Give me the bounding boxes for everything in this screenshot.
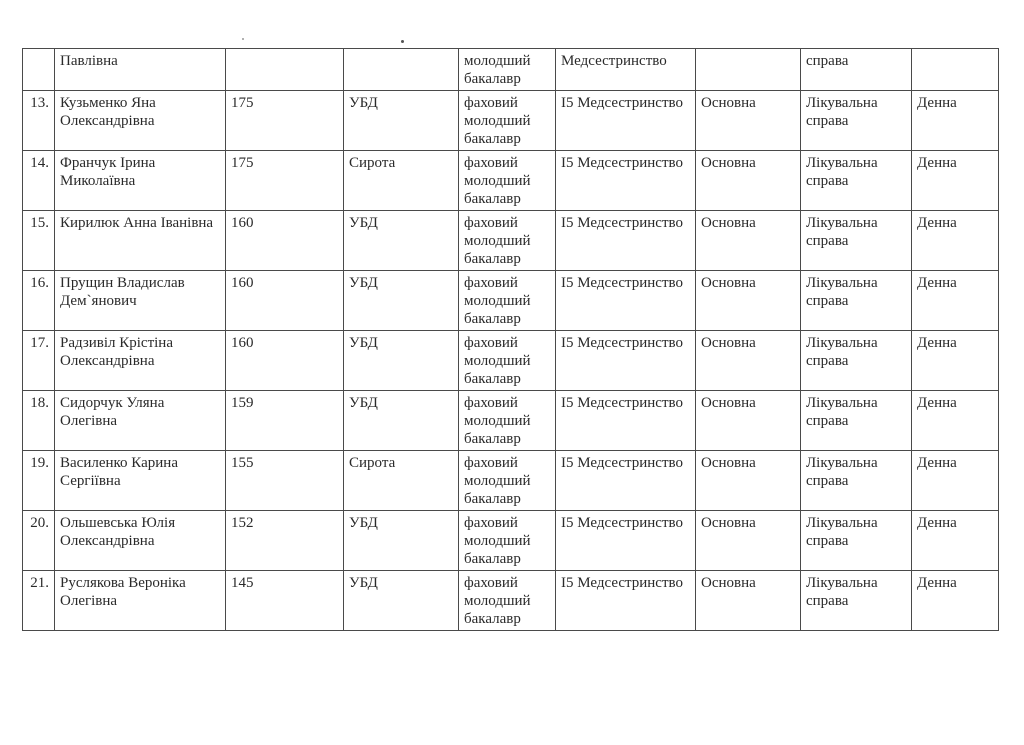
- cell-form: Денна: [912, 211, 999, 271]
- cell-name: Павлівна: [55, 49, 226, 91]
- cell-program: Лікувальна справа: [801, 331, 912, 391]
- cell-basis: Основна: [696, 451, 801, 511]
- cell-qualification: фаховий молодший бакалавр: [459, 391, 556, 451]
- cell-qualification: фаховий молодший бакалавр: [459, 211, 556, 271]
- cell-specialty: I5 Медсестринство: [556, 391, 696, 451]
- cell-program: Лікувальна справа: [801, 271, 912, 331]
- cell-category: [344, 49, 459, 91]
- cell-category: УБД: [344, 391, 459, 451]
- cell-basis: Основна: [696, 331, 801, 391]
- table-row: [23, 271, 999, 331]
- cell-program: справа: [801, 49, 912, 91]
- cell-qualification: фаховий молодший бакалавр: [459, 511, 556, 571]
- cell-name: Франчук Ірина Миколаївна: [55, 151, 226, 211]
- table-row: [23, 571, 999, 631]
- cell-program: Лікувальна справа: [801, 91, 912, 151]
- cell-num: 18.: [23, 391, 55, 451]
- cell-num: 17.: [23, 331, 55, 391]
- cell-form: Денна: [912, 391, 999, 451]
- cell-num: 19.: [23, 451, 55, 511]
- table-row: [23, 91, 999, 151]
- cell-name: Кирилюк Анна Іванівна: [55, 211, 226, 271]
- cell-name: Радзивіл Крістіна Олександрівна: [55, 331, 226, 391]
- cell-form: Денна: [912, 451, 999, 511]
- cell-qualification: фаховий молодший бакалавр: [459, 451, 556, 511]
- cell-specialty: I5 Медсестринство: [556, 511, 696, 571]
- cell-form: Денна: [912, 91, 999, 151]
- cell-category: УБД: [344, 571, 459, 631]
- cell-program: Лікувальна справа: [801, 451, 912, 511]
- cell-category: УБД: [344, 511, 459, 571]
- cell-qualification: фаховий молодший бакалавр: [459, 91, 556, 151]
- cell-category: УБД: [344, 271, 459, 331]
- cell-category: УБД: [344, 211, 459, 271]
- table-row: [23, 391, 999, 451]
- cell-basis: [696, 49, 801, 91]
- cell-specialty: I5 Медсестринство: [556, 211, 696, 271]
- cell-program: Лікувальна справа: [801, 211, 912, 271]
- cell-specialty: I5 Медсестринство: [556, 451, 696, 511]
- cell-basis: Основна: [696, 511, 801, 571]
- cell-name: Прущин Владислав Дем`янович: [55, 271, 226, 331]
- cell-specialty: Медсестринство: [556, 49, 696, 91]
- cell-score: 175: [226, 151, 344, 211]
- cell-category: Сирота: [344, 151, 459, 211]
- cell-name: Василенко Карина Сергіївна: [55, 451, 226, 511]
- table-row: [23, 451, 999, 511]
- cell-score: 152: [226, 511, 344, 571]
- cell-basis: Основна: [696, 151, 801, 211]
- cell-score: 160: [226, 271, 344, 331]
- cell-form: Денна: [912, 511, 999, 571]
- cell-score: 160: [226, 331, 344, 391]
- cell-specialty: I5 Медсестринство: [556, 571, 696, 631]
- cell-form: [912, 49, 999, 91]
- cell-specialty: I5 Медсестринство: [556, 271, 696, 331]
- cell-program: Лікувальна справа: [801, 511, 912, 571]
- table-row: [23, 331, 999, 391]
- table-row: [23, 151, 999, 211]
- cell-category: УБД: [344, 91, 459, 151]
- cell-qualification: фаховий молодший бакалавр: [459, 571, 556, 631]
- cell-program: Лікувальна справа: [801, 151, 912, 211]
- cell-form: Денна: [912, 271, 999, 331]
- scan-speck: [401, 40, 404, 43]
- cell-num: 16.: [23, 271, 55, 331]
- cell-category: Сирота: [344, 451, 459, 511]
- table-row-partial: [23, 49, 999, 91]
- cell-basis: Основна: [696, 571, 801, 631]
- cell-basis: Основна: [696, 271, 801, 331]
- cell-qualification: фаховий молодший бакалавр: [459, 331, 556, 391]
- cell-score: 160: [226, 211, 344, 271]
- cell-num: 15.: [23, 211, 55, 271]
- cell-num: 14.: [23, 151, 55, 211]
- cell-score: 155: [226, 451, 344, 511]
- cell-qualification: молодший бакалавр: [459, 49, 556, 91]
- cell-category: УБД: [344, 331, 459, 391]
- cell-score: 145: [226, 571, 344, 631]
- cell-num: 20.: [23, 511, 55, 571]
- cell-name: Сидорчук Уляна Олегівна: [55, 391, 226, 451]
- table-row: [23, 511, 999, 571]
- cell-program: Лікувальна справа: [801, 391, 912, 451]
- cell-name: Руслякова Вероніка Олегівна: [55, 571, 226, 631]
- cell-num: 21.: [23, 571, 55, 631]
- cell-form: Денна: [912, 331, 999, 391]
- table-body: [23, 49, 999, 631]
- cell-name: Ольшевська Юлія Олександрівна: [55, 511, 226, 571]
- table-row: [23, 211, 999, 271]
- cell-specialty: I5 Медсестринство: [556, 331, 696, 391]
- cell-specialty: I5 Медсестринство: [556, 151, 696, 211]
- cell-qualification: фаховий молодший бакалавр: [459, 151, 556, 211]
- cell-score: 175: [226, 91, 344, 151]
- cell-num: 13.: [23, 91, 55, 151]
- scan-speck: [242, 38, 244, 40]
- cell-form: Денна: [912, 571, 999, 631]
- cell-score: 159: [226, 391, 344, 451]
- cell-specialty: I5 Медсестринство: [556, 91, 696, 151]
- cell-name: Кузьменко Яна Олександрівна: [55, 91, 226, 151]
- cell-score: [226, 49, 344, 91]
- cell-qualification: фаховий молодший бакалавр: [459, 271, 556, 331]
- cell-basis: Основна: [696, 211, 801, 271]
- cell-form: Денна: [912, 151, 999, 211]
- cell-basis: Основна: [696, 391, 801, 451]
- cell-basis: Основна: [696, 91, 801, 151]
- cell-program: Лікувальна справа: [801, 571, 912, 631]
- applicants-table: [22, 48, 999, 631]
- cell-num: [23, 49, 55, 91]
